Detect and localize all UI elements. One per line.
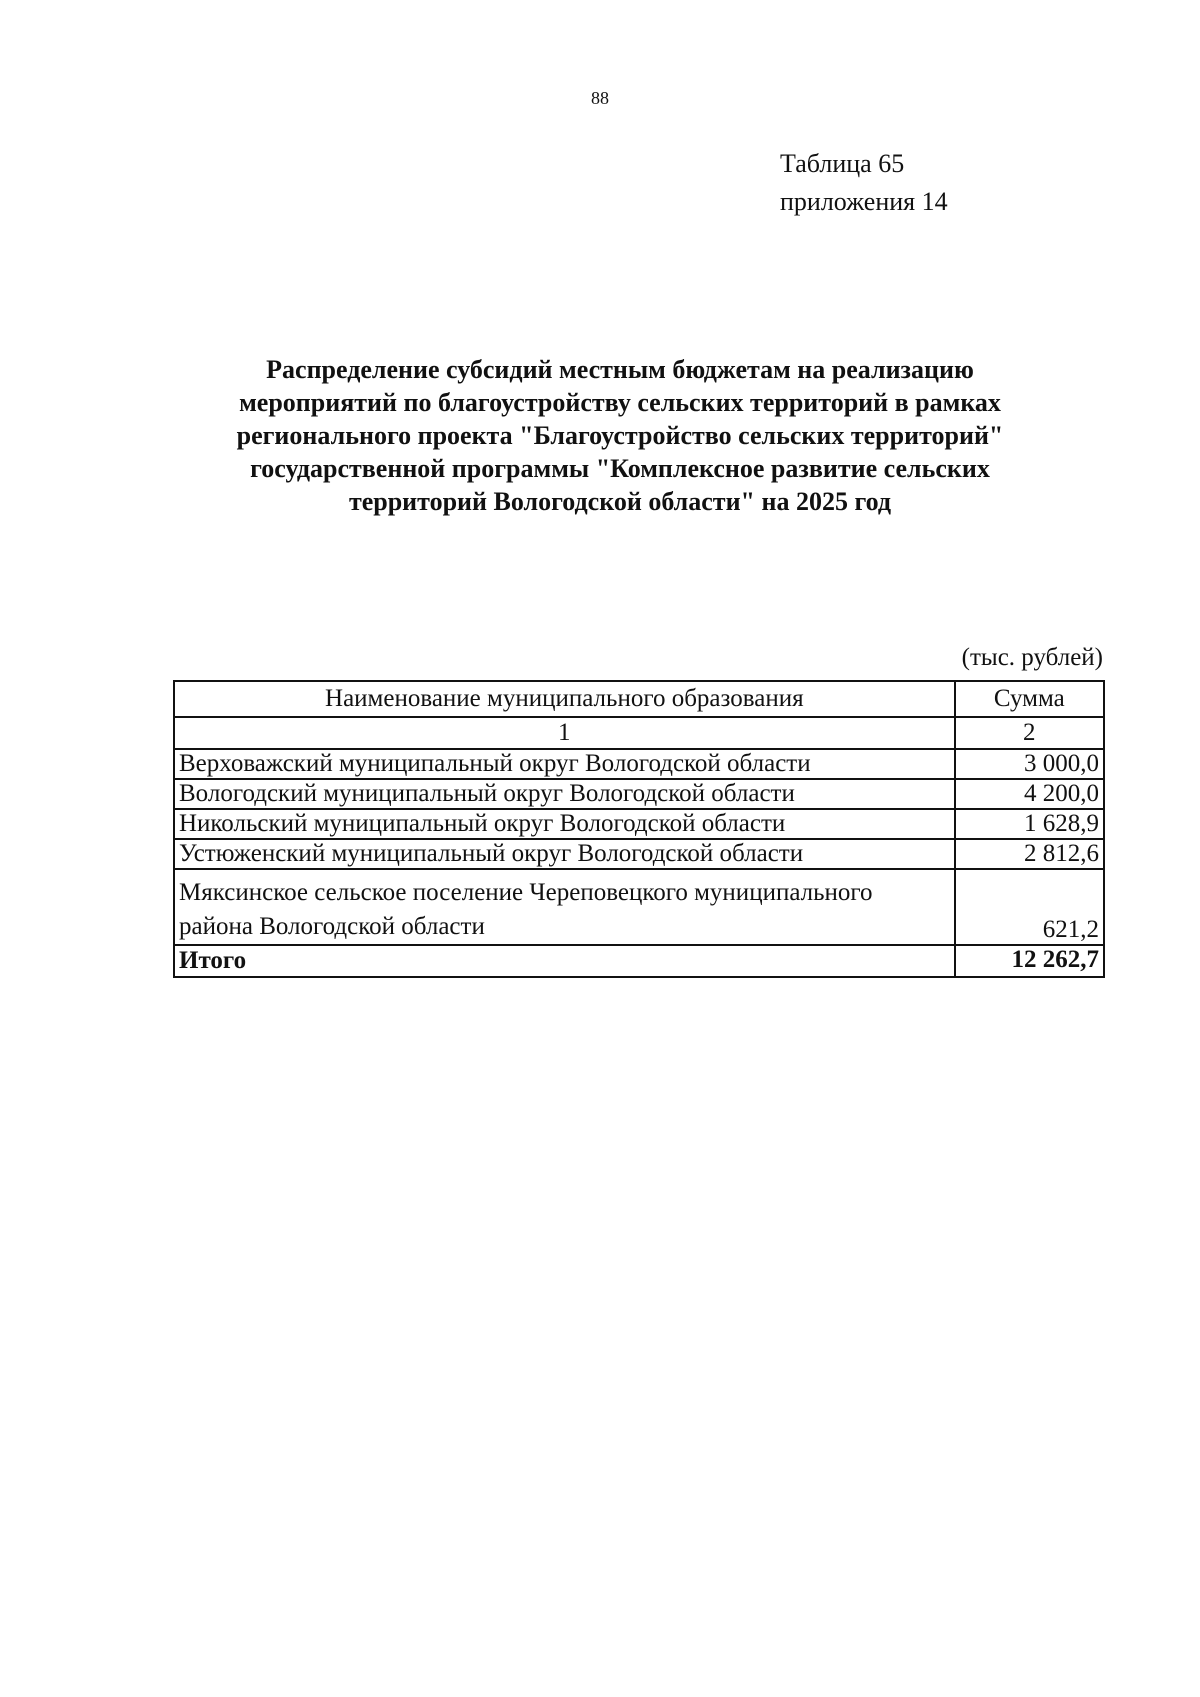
total-label: Итого [174, 945, 955, 977]
table-header-row [174, 681, 1104, 717]
subsidy-table [173, 680, 1105, 978]
row-sum: 2 812,6 [955, 839, 1104, 869]
page-number: 88 [591, 88, 609, 108]
column-number-name: 1 [174, 717, 955, 749]
row-sum: 1 628,9 [955, 809, 1104, 839]
table-row [174, 869, 1104, 945]
column-number-sum: 2 [955, 717, 1104, 749]
total-sum: 12 262,7 [955, 945, 1104, 977]
table-row [174, 749, 1104, 779]
header-sum: Сумма [955, 681, 1104, 717]
column-number-row [174, 717, 1104, 749]
table-row [174, 809, 1104, 839]
row-sum: 621,2 [955, 869, 1104, 945]
table-number: Таблица 65 [780, 149, 905, 178]
units-label: (тыс. рублей) [961, 644, 1103, 671]
table-row [174, 839, 1104, 869]
total-row [174, 945, 1104, 977]
row-sum: 4 200,0 [955, 779, 1104, 809]
row-sum: 3 000,0 [955, 749, 1104, 779]
document-title: Распределение субсидий местным бюджетам на реализацию мероприятий по благоустройству сельских территорий в рамках регионального проекта "Благоустройство сельских территорий" государственной программы "Комплексное развитие сельских территорий Вологодской области" на 2025 год [236, 355, 1004, 516]
row-name: Устюженский муниципальный округ Вологодской области [174, 839, 955, 869]
header-name: Наименование муниципального образования [174, 681, 955, 717]
table-row [174, 779, 1104, 809]
row-name: Мяксинское сельское поселение Череповецкого муниципального района Вологодской области [174, 869, 955, 945]
row-name: Верховажский муниципальный округ Вологодской области [174, 749, 955, 779]
appendix-number: приложения 14 [780, 187, 948, 216]
row-name: Никольский муниципальный округ Вологодской области [174, 809, 955, 839]
row-name: Вологодский муниципальный округ Вологодской области [174, 779, 955, 809]
table-reference [780, 145, 948, 221]
